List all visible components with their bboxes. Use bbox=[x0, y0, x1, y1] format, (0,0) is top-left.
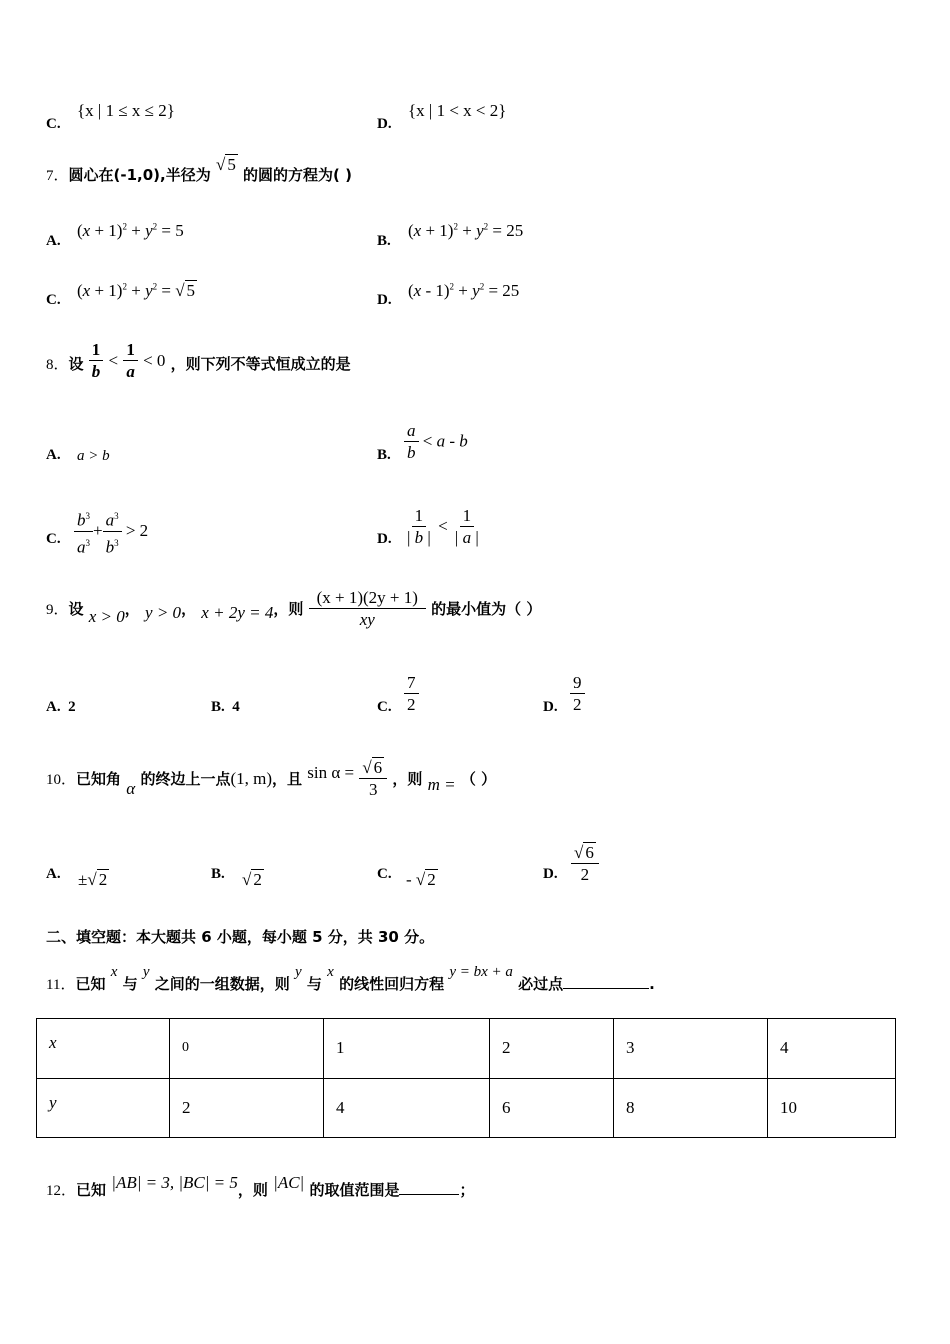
q7-option-c-label: C. bbox=[46, 292, 61, 308]
question-10: 10．已知角 α 的终边上一点(1, m)，且 sin α = $\frac{√ 6}{3}$ ，则 m = （ ） bbox=[46, 758, 497, 799]
question-9: 9．设 x > 0， y > 0， x + 2y = 4，则 $\frac{(x + 1)(2y + 1)}{xy}$ 的最小值为（ ） bbox=[46, 588, 542, 629]
option-d-math: {x | 1 < x < 2} bbox=[408, 101, 507, 120]
q10-option-c-math: - √ 2 bbox=[406, 870, 436, 889]
question-7: 7．圆心在(-1,0),半径为 √ 5 的圆的方程为( ) bbox=[46, 155, 352, 184]
q9-option-b: B. 4 bbox=[211, 699, 240, 715]
question-8: 8．设 $\frac{1}{b}$ < $\frac{1}{a}$ < 0 ，则下列不等式恒成立的是 bbox=[46, 340, 351, 381]
q10-option-b-math: √ 2 bbox=[242, 870, 262, 889]
table-cell: 6 bbox=[490, 1078, 614, 1138]
q7-option-b-label: B. bbox=[377, 233, 391, 249]
q7-option-b-math: $(x + 1)^2 + y^2 = 25$ bbox=[408, 221, 524, 240]
q9-option-a: A. 2 bbox=[46, 699, 76, 715]
table-cell: 0 bbox=[170, 1019, 324, 1079]
table-cell: 4 bbox=[768, 1019, 896, 1079]
table-cell: y bbox=[37, 1078, 170, 1138]
section-2-title: 二、填空题：本大题共 6 小题，每小题 5 分，共 30 分。 bbox=[46, 928, 435, 946]
question-12: 12．已知 |AB| = 3, |BC| = 5，则 |AC| 的取值范围是 ； bbox=[46, 1173, 475, 1199]
q7-option-c-math: $(x + 1)^2 + y^2$ = √ 5 bbox=[77, 281, 196, 300]
table-cell: 2 bbox=[490, 1019, 614, 1079]
table-cell: 8 bbox=[614, 1078, 768, 1138]
q11-answer-blank[interactable] bbox=[563, 988, 649, 989]
q8-option-c-math: $\frac{b^3}{a^3}$ + $\frac{a^3}{b^3}$ > 2 bbox=[74, 506, 148, 558]
q8-frac-1a: $\frac{1}{a}$ bbox=[123, 340, 138, 383]
q12-answer-blank[interactable] bbox=[399, 1194, 459, 1195]
table-cell: 3 bbox=[614, 1019, 768, 1079]
q9-option-c-label: C. bbox=[377, 699, 392, 715]
q9-fraction: $\frac{(x + 1)(2y + 1)}{xy}$ bbox=[309, 588, 426, 631]
table-cell: 1 bbox=[324, 1019, 490, 1079]
q7-option-a-math: $(x + 1)^2 + y^2 = 5$ bbox=[77, 221, 184, 240]
q10-fraction: $\frac{√ 6}{3}$ bbox=[359, 758, 387, 801]
table-cell: 10 bbox=[768, 1078, 896, 1138]
q10-option-d-math: $\frac{√ 6}{2}$ bbox=[571, 843, 599, 886]
q10-option-b-label: B. bbox=[211, 866, 225, 882]
data-table bbox=[36, 1018, 896, 1138]
q10-option-c-label: C. bbox=[377, 866, 392, 882]
q7-option-d-label: D. bbox=[377, 292, 392, 308]
table-cell: x bbox=[37, 1019, 170, 1079]
q8-option-b-math: $\frac{a}{b}$ < a - b bbox=[404, 421, 468, 464]
q9-option-d-label: D. bbox=[543, 699, 558, 715]
q8-option-d-math: $\frac{1}{| b |}$ < $\frac{1}{| a |}$ bbox=[407, 506, 479, 547]
table-cell: 4 bbox=[324, 1078, 490, 1138]
q10-option-d-label: D. bbox=[543, 866, 558, 882]
q9-option-c-math: $\frac{7}{2}$ bbox=[404, 673, 419, 716]
q7-option-a-label: A. bbox=[46, 233, 61, 249]
option-c-label: C. bbox=[46, 116, 61, 132]
q7-option-d-math: $(x - 1)^2 + y^2 = 25$ bbox=[408, 281, 520, 300]
table-cell: 2 bbox=[170, 1078, 324, 1138]
q8-option-a-label: A. bbox=[46, 447, 61, 463]
option-d-label: D. bbox=[377, 116, 392, 132]
q8-option-c-label: C. bbox=[46, 531, 61, 547]
q8-option-d-label: D. bbox=[377, 531, 392, 547]
table-row bbox=[37, 1019, 896, 1079]
q8-frac-1b: $\frac{1}{b}$ bbox=[89, 340, 104, 383]
q8-option-a-math: a > b bbox=[77, 448, 110, 464]
q9-option-d-math: $\frac{9}{2}$ bbox=[570, 673, 585, 716]
question-11: 11．已知 x 与 y 之间的一组数据，则 y 与 x 的线性回归方程 y = bx + a 必过点 . bbox=[46, 964, 655, 993]
option-c-math: {x | 1 ≤ x ≤ 2} bbox=[77, 101, 175, 120]
q10-option-a-label: A. bbox=[46, 866, 61, 882]
q10-option-a-math: ±√ 2 bbox=[78, 870, 108, 889]
table-row bbox=[37, 1078, 896, 1138]
q8-option-b-label: B. bbox=[377, 447, 391, 463]
